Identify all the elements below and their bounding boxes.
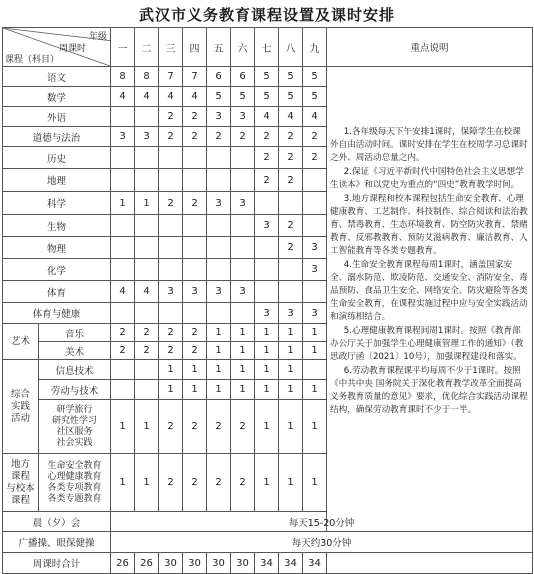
hours-cell: 2 [159, 400, 183, 454]
hours-cell: 26 [135, 553, 159, 574]
hours-cell: 3 [279, 303, 303, 324]
table-row [3, 512, 533, 532]
group-label-comprehensive [3, 360, 39, 454]
hours-cell [303, 169, 327, 192]
subject-label: 科学 [3, 192, 111, 215]
group-label-local [3, 454, 39, 512]
hours-cell: 6 [231, 67, 255, 87]
subject-text: 生命安全教育 心理健康教育 各类专项教育 各类专题教育 [47, 460, 102, 504]
hours-cell: 2 [111, 324, 135, 342]
hours-cell: 2 [303, 127, 327, 147]
hours-cell: 1 [255, 454, 279, 512]
hours-cell: 3 [231, 192, 255, 215]
note-item: 4.生命安全教育课程每周1课时，涵盖国家安全、溺水防范、欺凌防范、交通安全、消防安全、毒品预防、食品卫生安全、网络安全、防灾避险等各类生命安全教育，在课程实施过程中应与安全实践活动和演练相结合。 [330, 260, 528, 322]
hours-cell [255, 259, 279, 281]
hours-cell: 3 [207, 281, 231, 303]
subject-label: 晨（夕）会 [3, 512, 111, 532]
hours-cell: 5 [279, 67, 303, 87]
corner-hours-label: 周课时 [59, 44, 87, 54]
hours-cell [183, 303, 207, 324]
hours-cell: 4 [303, 107, 327, 127]
hours-cell: 4 [111, 87, 135, 107]
hours-cell: 5 [303, 87, 327, 107]
hours-cell: 1 [231, 380, 255, 400]
hours-cell [135, 215, 159, 237]
hours-cell: 8 [135, 67, 159, 87]
hours-cell: 2 [303, 147, 327, 169]
hours-cell [231, 303, 255, 324]
hours-cell: 2 [111, 342, 135, 360]
subject-label: 历史 [3, 147, 111, 169]
grade-header: 三 [159, 28, 183, 67]
hours-cell: 2 [207, 454, 231, 512]
hours-cell [111, 360, 135, 380]
grade-header: 九 [303, 28, 327, 67]
hours-cell: 1 [279, 380, 303, 400]
hours-cell [159, 215, 183, 237]
note-item: 1.各年级每天下午安排1课时，保障学生在校课外自由活动时间。课时安排在学生在校周学习总课时之外、周活动总量之内。 [330, 127, 528, 163]
hours-cell [135, 237, 159, 259]
hours-cell: 2 [231, 454, 255, 512]
subject-label: 地理 [3, 169, 111, 192]
hours-cell: 3 [303, 259, 327, 281]
subject-label: 劳动与技术 [39, 380, 111, 400]
hours-cell: 1 [303, 342, 327, 360]
grade-header: 八 [279, 28, 303, 67]
hours-cell: 1 [231, 324, 255, 342]
hours-cell: 1 [279, 342, 303, 360]
hours-cell [111, 169, 135, 192]
hours-cell: 1 [207, 360, 231, 380]
hours-cell: 4 [135, 87, 159, 107]
hours-cell: 1 [231, 342, 255, 360]
hours-cell [183, 169, 207, 192]
hours-cell: 3 [159, 281, 183, 303]
hours-cell: 3 [303, 303, 327, 324]
grade-header: 七 [255, 28, 279, 67]
hours-cell [159, 237, 183, 259]
hours-cell [255, 237, 279, 259]
subject-label: 道德与法治 [3, 127, 111, 147]
hours-cell: 4 [111, 281, 135, 303]
grade-header: 四 [183, 28, 207, 67]
hours-cell [207, 215, 231, 237]
hours-cell [207, 303, 231, 324]
hours-cell: 3 [135, 127, 159, 147]
hours-cell [231, 147, 255, 169]
subject-label: 化学 [3, 259, 111, 281]
hours-cell: 4 [255, 107, 279, 127]
hours-cell [135, 380, 159, 400]
note-item: 2.保证《习近平新时代中国特色社会主义思想学生读本》和以党史为重点的“四史”教育教学时间。 [330, 167, 524, 190]
subject-label: 美术 [39, 342, 111, 360]
hours-cell: 2 [135, 324, 159, 342]
hours-cell [303, 192, 327, 215]
subject-label: 广播操、眼保健操 [3, 532, 111, 553]
subject-label: 信息技术 [39, 360, 111, 380]
header-row [3, 28, 533, 67]
hours-cell: 1 [183, 360, 207, 380]
table-row [3, 67, 533, 87]
grade-header: 五 [207, 28, 231, 67]
note-item: 6.劳动教育课程课平均每周不少于1课时。按照《中共中央 国务院关于深化教育教学改革全面提高义务教育质量的意见》要求，优化综合实践活动课程结构，确保劳动教育课时不少于一半。 [330, 366, 528, 415]
hours-cell: 2 [159, 342, 183, 360]
hours-cell [279, 281, 303, 303]
hours-cell: 1 [207, 324, 231, 342]
hours-cell: 2 [279, 215, 303, 237]
hours-cell: 5 [207, 87, 231, 107]
hours-cell: 2 [207, 127, 231, 147]
hours-cell [279, 192, 303, 215]
hours-cell [207, 169, 231, 192]
hours-cell: 5 [279, 87, 303, 107]
hours-cell [279, 259, 303, 281]
hours-cell: 1 [255, 380, 279, 400]
hours-cell: 1 [279, 360, 303, 380]
hours-cell: 34 [255, 553, 279, 574]
hours-cell: 1 [159, 380, 183, 400]
subject-label: 生物 [3, 215, 111, 237]
hours-cell [111, 107, 135, 127]
subject-label [39, 400, 111, 454]
hours-cell: 3 [303, 237, 327, 259]
hours-cell: 2 [159, 107, 183, 127]
hours-cell [255, 281, 279, 303]
hours-cell: 1 [303, 324, 327, 342]
notes-header: 重点说明 [327, 28, 533, 67]
hours-cell: 1 [111, 400, 135, 454]
hours-cell: 2 [255, 169, 279, 192]
hours-cell [183, 259, 207, 281]
hours-cell [183, 215, 207, 237]
hours-cell: 1 [303, 380, 327, 400]
hours-cell: 2 [183, 342, 207, 360]
hours-cell: 2 [183, 400, 207, 454]
hours-cell: 1 [303, 400, 327, 454]
hours-cell: 2 [279, 237, 303, 259]
hours-cell: 1 [111, 192, 135, 215]
hours-cell: 2 [207, 400, 231, 454]
subject-label: 音乐 [39, 324, 111, 342]
hours-cell: 2 [159, 454, 183, 512]
hours-cell: 2 [279, 147, 303, 169]
hours-cell: 2 [279, 169, 303, 192]
hours-cell [207, 147, 231, 169]
hours-cell [183, 147, 207, 169]
subject-text: 研学旅行 研究性学习 社区服务 社会实践 [51, 404, 97, 448]
subject-label: 物理 [3, 237, 111, 259]
subject-label [39, 454, 111, 512]
hours-cell [159, 303, 183, 324]
hours-cell [111, 215, 135, 237]
hours-cell: 5 [255, 87, 279, 107]
hours-cell [303, 215, 327, 237]
hours-cell: 2 [135, 342, 159, 360]
hours-cell [111, 147, 135, 169]
hours-cell: 5 [231, 87, 255, 107]
hours-cell: 8 [111, 67, 135, 87]
hours-cell [231, 215, 255, 237]
hours-cell [303, 360, 327, 380]
table-row [3, 532, 533, 553]
grade-header: 二 [135, 28, 159, 67]
span-value: 每天约30分钟 [111, 532, 533, 553]
hours-cell [183, 237, 207, 259]
hours-cell: 1 [207, 380, 231, 400]
hours-cell [135, 303, 159, 324]
group-text: 综合 实践 活动 [10, 388, 30, 424]
page-title: 武汉市义务教育课程设置及课时安排 [138, 6, 395, 24]
hours-cell: 1 [255, 324, 279, 342]
hours-cell: 1 [279, 400, 303, 454]
note-item: 3.地方课程和校本课程包括生命安全教育、心理健康教育、工艺制作、科技制作、综合阅读和法治教育、禁毒教育、生态环境教育、防空防灾教育、禁赌教育、反邪教教育、预防艾滋病教育、廉洁教育、人工智能教育等各类专题教育。 [330, 194, 528, 256]
corner-subject-label: 课程（科目） [5, 55, 60, 65]
hours-cell: 6 [207, 67, 231, 87]
hours-cell: 3 [111, 127, 135, 147]
hours-cell: 2 [183, 127, 207, 147]
subject-label: 体育 [3, 281, 111, 303]
hours-cell [135, 147, 159, 169]
grade-header: 六 [231, 28, 255, 67]
hours-cell: 2 [255, 147, 279, 169]
hours-cell [111, 259, 135, 281]
hours-cell: 30 [159, 553, 183, 574]
total-notes-cell [327, 553, 533, 574]
hours-cell [135, 259, 159, 281]
hours-cell [231, 169, 255, 192]
corner-header [3, 28, 111, 67]
hours-cell [231, 237, 255, 259]
hours-cell: 30 [207, 553, 231, 574]
hours-cell: 2 [183, 107, 207, 127]
hours-cell [135, 107, 159, 127]
hours-cell: 1 [207, 342, 231, 360]
hours-cell: 1 [135, 192, 159, 215]
hours-cell [111, 303, 135, 324]
hours-cell: 3 [255, 303, 279, 324]
hours-cell: 4 [279, 107, 303, 127]
hours-cell: 3 [183, 281, 207, 303]
hours-cell: 2 [231, 400, 255, 454]
hours-cell: 7 [183, 67, 207, 87]
hours-cell: 1 [279, 454, 303, 512]
hours-cell: 30 [183, 553, 207, 574]
hours-cell: 2 [159, 192, 183, 215]
hours-cell: 1 [279, 324, 303, 342]
hours-cell: 2 [159, 127, 183, 147]
hours-cell [111, 380, 135, 400]
subject-label: 外语 [3, 107, 111, 127]
grade-header: 一 [111, 28, 135, 67]
hours-cell [111, 237, 135, 259]
hours-cell: 1 [255, 342, 279, 360]
hours-cell: 1 [135, 400, 159, 454]
hours-cell: 1 [255, 400, 279, 454]
schedule-table [2, 27, 533, 574]
span-value: 每天15-20分钟 [111, 512, 533, 532]
group-text: 地方 课程 与校本 课程 [6, 458, 35, 506]
hours-cell: 2 [183, 324, 207, 342]
hours-cell: 2 [159, 324, 183, 342]
notes-panel [327, 67, 533, 532]
hours-cell: 5 [255, 67, 279, 87]
hours-cell: 7 [159, 67, 183, 87]
hours-cell: 2 [279, 127, 303, 147]
hours-cell: 4 [183, 87, 207, 107]
hours-cell [159, 169, 183, 192]
hours-cell: 2 [183, 192, 207, 215]
subject-label: 数学 [3, 87, 111, 107]
hours-cell [135, 360, 159, 380]
subject-label: 体育与健康 [3, 303, 111, 324]
hours-cell: 2 [183, 454, 207, 512]
hours-cell [255, 192, 279, 215]
table-row [3, 553, 533, 574]
hours-cell: 3 [207, 107, 231, 127]
hours-cell: 1 [111, 454, 135, 512]
hours-cell: 5 [303, 67, 327, 87]
hours-cell: 30 [231, 553, 255, 574]
hours-cell: 4 [159, 87, 183, 107]
hours-cell: 1 [303, 454, 327, 512]
hours-cell: 1 [135, 454, 159, 512]
hours-cell: 34 [279, 553, 303, 574]
hours-cell: 1 [183, 380, 207, 400]
hours-cell [303, 281, 327, 303]
hours-cell [159, 259, 183, 281]
hours-cell [231, 259, 255, 281]
hours-cell: 26 [111, 553, 135, 574]
hours-cell [135, 169, 159, 192]
corner-grade-label: 年级 [88, 32, 107, 42]
hours-cell [207, 259, 231, 281]
hours-cell: 3 [255, 215, 279, 237]
hours-cell: 3 [207, 192, 231, 215]
hours-cell: 1 [159, 360, 183, 380]
note-item: 5.心理健康教育课程间周1课时。按照《教育部办公厅关于加强学生心理健康管理工作的通知》（教思政厅函〔2021〕10号），加强课程建设和落实。 [330, 326, 524, 362]
hours-cell: 3 [231, 107, 255, 127]
hours-cell: 2 [255, 127, 279, 147]
group-label-arts: 艺术 [3, 324, 39, 360]
subject-label: 周课时合计 [3, 553, 111, 574]
hours-cell: 2 [231, 127, 255, 147]
subject-label: 语文 [3, 67, 111, 87]
hours-cell: 34 [303, 553, 327, 574]
hours-cell: 1 [231, 360, 255, 380]
hours-cell [207, 237, 231, 259]
hours-cell [159, 147, 183, 169]
hours-cell: 4 [135, 281, 159, 303]
hours-cell: 1 [255, 360, 279, 380]
hours-cell: 3 [231, 281, 255, 303]
